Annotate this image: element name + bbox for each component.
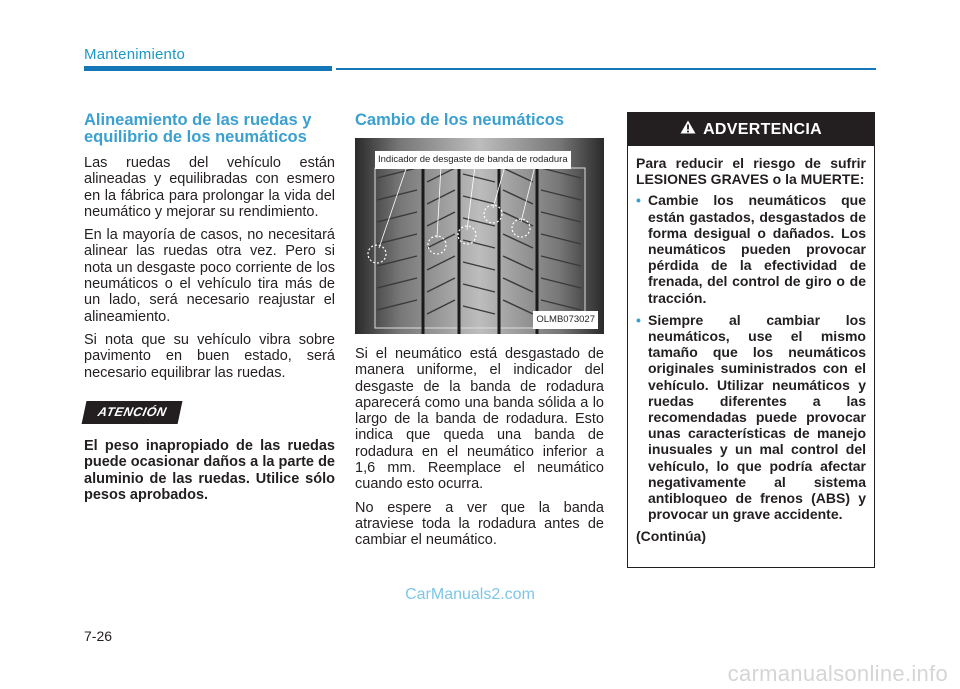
caution-badge: ATENCIÓN bbox=[82, 401, 183, 424]
warning-title: ADVERTENCIA bbox=[703, 120, 822, 138]
header-rule-thin bbox=[336, 68, 876, 70]
warning-header bbox=[628, 113, 874, 146]
paragraph: En la mayoría de casos, no necesitará alinear las ruedas otra vez. Pero si nota un desgaste poco corriente de los neumáticos o el vehículo tira más de un lado, será necesario reajustar el alineamiento. bbox=[84, 227, 335, 325]
paragraph: Las ruedas del vehículo están alineadas y equilibradas con esmero en la fábrica para prolongar la vida del neumático y mejorar su rendimiento. bbox=[84, 155, 335, 220]
page-number: 7-26 bbox=[84, 628, 113, 644]
header-rule-thick bbox=[84, 66, 332, 71]
column-tire-change bbox=[355, 112, 604, 556]
site-mark: carmanualsonline.info bbox=[727, 661, 948, 686]
bullet-icon: • bbox=[636, 311, 641, 328]
list-item: • Siempre al cambiar los neumáticos, use el mismo tamaño que los neumáticos originales suministrados con el vehículo. Utilizar neumáticos y ruedas diferentes a las recomendadas puede provocar unas características de manejo inusuales y un mal control del vehículo, lo que podría afectar negativamente al sistema antibloqueo de frenos (ABS) y provocar un grave accidente. bbox=[636, 311, 866, 523]
paragraph: Si el neumático está desgastado de manera uniforme, el indicador del desgaste de la banda de rodadura aparecerá como una banda sólida a lo largo de la banda de rodadura. Esto indica que queda una banda de rodadura en el neumático inferior a 1,6 mm. Reemplace el neumático cuando esto ocurra. bbox=[355, 346, 604, 493]
figure-label: Indicador de desgaste de banda de rodadura bbox=[375, 151, 571, 169]
continued-label: (Continúa) bbox=[636, 528, 706, 545]
warning-intro: Para reducir el riesgo de sufrir LESIONES GRAVES o la MUERTE: bbox=[636, 155, 866, 188]
caution-badge-wrap bbox=[84, 401, 335, 424]
heading-alignment: Alineamiento de las ruedas y equilibrio de los neumáticos bbox=[84, 111, 312, 146]
warning-list bbox=[636, 192, 866, 522]
list-item: • Cambie los neumáticos que están gastados, desgastados de forma desigual o dañados. Los neumáticos pueden provocar pérdida de la efectividad de frenada, del control de giro o de tracción. bbox=[636, 192, 866, 306]
warning-body bbox=[628, 146, 874, 545]
tire-tread-figure bbox=[355, 138, 604, 334]
figure-code: OLMB073027 bbox=[533, 311, 598, 329]
paragraph: Si nota que su vehículo vibra sobre pavimento en buen estado, será necesario equilibrar las ruedas. bbox=[84, 331, 335, 381]
bullet-icon: • bbox=[636, 192, 641, 209]
watermark: CarManuals2.com bbox=[405, 586, 535, 603]
paragraph: No espere a ver que la banda atraviese toda la rodadura antes de cambiar el neumático. bbox=[355, 499, 604, 549]
section-title: Mantenimiento bbox=[84, 46, 185, 63]
warning-triangle-icon bbox=[680, 120, 696, 139]
caution-text: El peso inapropiado de las ruedas puede ocasionar daños a la parte de aluminio de las ruedas. Utilice sólo pesos aprobados. bbox=[84, 438, 335, 504]
heading-tire-change: Cambio de los neumáticos bbox=[355, 111, 565, 129]
column-alignment bbox=[84, 112, 335, 503]
warning-box bbox=[627, 112, 875, 568]
